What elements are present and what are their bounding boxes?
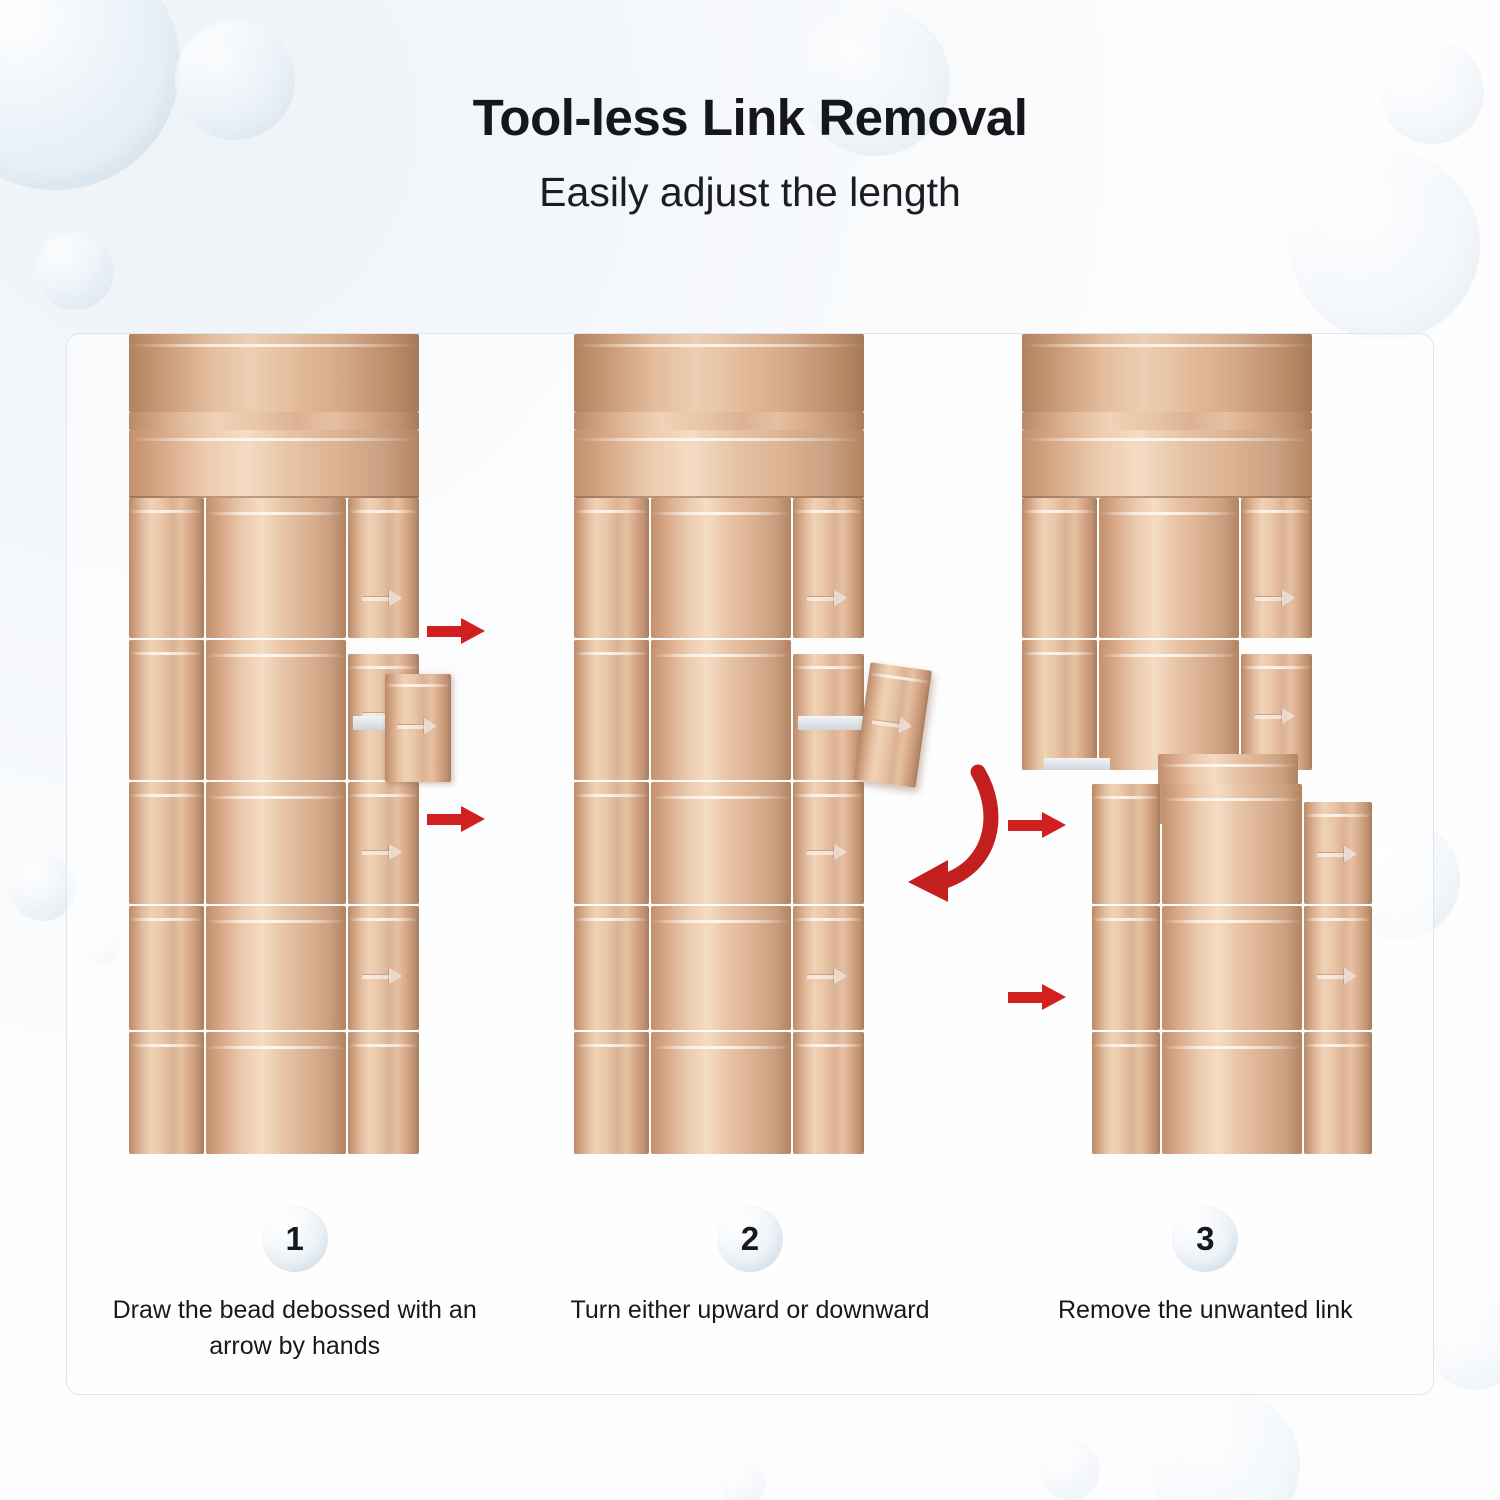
band-arrow-link (793, 906, 864, 1030)
band-center-link (1099, 640, 1239, 770)
band-arrow-link (348, 782, 419, 904)
step-number-badge: 1 (262, 1206, 328, 1272)
band-link-wide (574, 430, 864, 498)
decorative-bubble (1430, 1300, 1500, 1390)
band-side-link (129, 906, 204, 1030)
decorative-bubble (1150, 1390, 1300, 1500)
removable-bead (385, 674, 451, 782)
band-center-link (206, 1032, 346, 1154)
detached-arrow-link (1304, 1032, 1372, 1154)
band-side-link (574, 640, 649, 780)
arrow-right-icon (807, 844, 847, 860)
band-arrow-link (348, 498, 419, 638)
band-arrow-link (793, 1032, 864, 1154)
band-clasp-edge (1022, 412, 1312, 430)
band-center-link (651, 640, 791, 780)
arrow-right-icon (807, 968, 847, 984)
band-link-wide (1022, 430, 1312, 498)
red-arrow-right-icon (1008, 984, 1066, 1010)
header (0, 88, 1500, 216)
band-center-link (651, 1032, 791, 1154)
red-arrow-right-icon (1008, 812, 1066, 838)
step-caption: Remove the unwanted link (1058, 1296, 1353, 1324)
band-center-link (206, 906, 346, 1030)
arrow-right-icon (1255, 590, 1295, 606)
steps-container (67, 334, 1433, 1394)
band-arrow-link (348, 1032, 419, 1154)
detached-arrow-link (1304, 906, 1372, 1030)
band-center-link (651, 782, 791, 904)
bead-pin (1044, 758, 1110, 770)
page-title: Tool-less Link Removal (472, 89, 1028, 146)
band-side-link (1022, 498, 1097, 638)
page-subtitle: Easily adjust the length (539, 169, 961, 215)
band-center-link (206, 640, 346, 780)
watch-band-illustration-3 (978, 334, 1433, 1174)
band-side-link (574, 498, 649, 638)
band-clasp-edge (129, 412, 419, 430)
band-arrow-link (1241, 654, 1312, 770)
detached-side-link (1092, 906, 1160, 1030)
band-side-link (129, 1032, 204, 1154)
arrow-right-icon (872, 713, 914, 734)
band-arrow-link (1241, 498, 1312, 638)
arrow-right-icon (397, 718, 437, 734)
step-caption: Draw the bead debossed with an arrow by hands (112, 1296, 477, 1360)
band-side-link (1022, 640, 1097, 770)
arrow-right-icon (1317, 846, 1357, 862)
red-arrow-right-icon (427, 806, 485, 832)
band-center-link (651, 906, 791, 1030)
band-arrow-link (793, 782, 864, 904)
detached-center-link (1162, 906, 1302, 1030)
decorative-bubble (1040, 1440, 1100, 1500)
detached-side-link (1092, 1032, 1160, 1154)
step-number-badge: 3 (1172, 1206, 1238, 1272)
band-arrow-link (348, 906, 419, 1030)
step-column-3 (978, 334, 1433, 1394)
arrow-right-icon (1317, 968, 1357, 984)
band-side-link (129, 782, 204, 904)
arrow-right-icon (362, 590, 402, 606)
band-center-link (1099, 498, 1239, 638)
arrow-right-icon (362, 968, 402, 984)
band-link-wide (129, 430, 419, 498)
detached-center-link (1162, 784, 1302, 904)
detached-arrow-link (1304, 802, 1372, 904)
band-clasp-plate (574, 334, 864, 412)
instruction-panel (66, 333, 1434, 1395)
decorative-bubble (720, 1460, 766, 1500)
bead-pin (798, 716, 864, 730)
band-side-link (129, 498, 204, 638)
step-number-badge: 2 (717, 1206, 783, 1272)
detached-center-link (1162, 1032, 1302, 1154)
detached-side-link (1092, 784, 1160, 904)
arrow-right-icon (362, 844, 402, 860)
band-clasp-plate (129, 334, 419, 412)
step-caption: Turn either upward or downward (570, 1296, 930, 1324)
band-side-link (129, 640, 204, 780)
band-center-link (206, 498, 346, 638)
red-arrow-right-icon (427, 618, 485, 644)
watch-band-illustration-2 (522, 334, 977, 1174)
band-center-link (651, 498, 791, 638)
watch-band-illustration-1 (67, 334, 522, 1174)
band-side-link (574, 906, 649, 1030)
band-center-link (206, 782, 346, 904)
band-side-link (574, 1032, 649, 1154)
step-column-1 (67, 334, 522, 1394)
step-column-2 (522, 334, 977, 1394)
decorative-bubble (36, 232, 114, 310)
arrow-right-icon (1255, 708, 1295, 724)
band-clasp-plate (1022, 334, 1312, 412)
band-side-link (574, 782, 649, 904)
band-clasp-edge (574, 412, 864, 430)
band-arrow-link (793, 498, 864, 638)
arrow-right-icon (807, 590, 847, 606)
